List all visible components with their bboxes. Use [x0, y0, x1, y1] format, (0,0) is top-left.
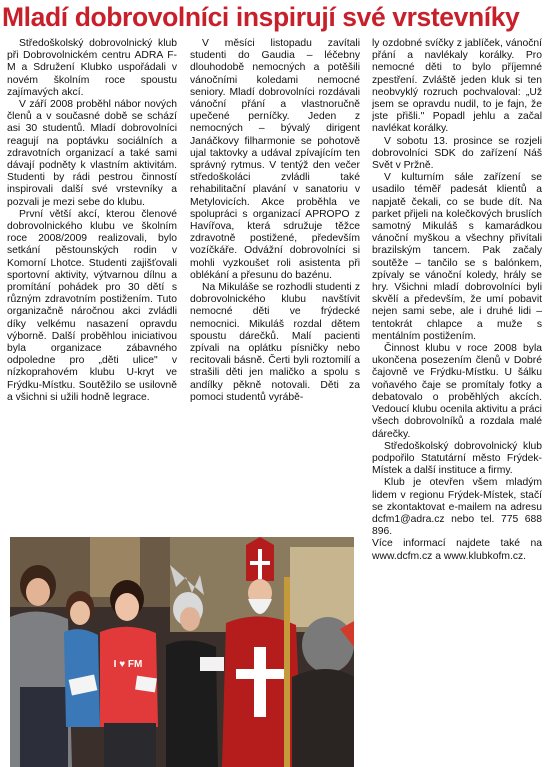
paragraph: V sobotu 13. prosince se rozjeli dobrovolníci SDK do zařízení Náš Svět v Pržně. — [372, 135, 542, 172]
paragraph: Činnost klubu v roce 2008 byla ukončena posezením členů v Dobré čajovně ve Frýdku-Místku. U šálku voňavého čaje se promítaly fotky a debatovalo o proběhlých akcích. Vedoucí klubu ocenila aktivitu a práci všech dobrovolníků a rozdala malé dárečky. — [372, 343, 542, 440]
paragraph: Na Mikuláše se rozhodli studenti z dobrovolnického klubu navštívit nemocné děti ve frýdecké nemocnici. Mikuláš rozdal dětem spoustu dárečků. Malí pacienti zpívali na oplátku písničky nebo recitovali básně. Čerti byli roztomilí a strašili děti jen maličko a spolu s andílky pěkně notovali. Děti za pomoci studentů vyrábě- — [190, 282, 360, 403]
tshirt-print: I ♥ FM — [113, 659, 143, 670]
paragraph: Klub je otevřen všem mladým lidem v regionu Frýdek-Místek, stačí se zkontaktovat e-mailem na adresu dcfm1@adra.cz nebo tel. 775 688 896. — [372, 477, 542, 538]
article-photo — [10, 537, 354, 767]
paragraph: V kulturním sále zařízení se usadilo téměř padesát klientů a napjatě čekali, co se bude dít. Na parket přijeli na kolečkových bruslích samotný Mikuláš s kamarádkou vánoční myškou a všechny přivítali brazilským tancem. Pak začaly soutěže – tančilo se s balónkem, zpívaly se vánoční koledy, hrály se hry. Všichni mladí dobrovolníci byli skvělí a především, že umí pobavit nejen sami sebe, ale i druhé lidi – tentokrát chlapce a muže s mentálním postižením. — [372, 172, 542, 342]
paragraph: V měsíci listopadu zavítali studenti do Gaudia – léčebny dlouhodobě nemocných a potěšili vánočními koledami nemocné seniory. Mladí dobrovolníci rozdávali vánoční přání a vlastnoručně upečené perníčky. Jeden z nemocných – bývalý dirigent Janáčkovy filharmonie se pohotově ujal taktovky a udával zpívajícím ten správný rytmus. V tentýž den večer středoškoláci zvládli také rehabilitační plavání v sanatoriu v Metylovicích. Akce proběhla ve spolupráci s organizací APROPO z Havířova, která sdružuje těžce zdravotně postižené, především vozíčkáře. Odvážní dobrovolníci si mohli vyzkoušet roli asistenta při oblékání a přesunu do bazénu. — [190, 38, 360, 281]
text-column-2 — [190, 38, 360, 534]
paragraph: První větší akcí, kterou členové dobrovolnického klubu ve školním roce 2008/2009 realizovali, bylo setkání pěstounských rodin v Komorní Lhotce. Studenti zajišťovali sportovní aktivity, výtvarnou dílnu a promítání pohádek pro 30 dětí s různým zdravotním postižením. Tuto organizačně náročnou akci zvládli díky velkému nasazení opravdu výborně. Další proběhlou iniciativou byla organizace zábavného odpoledne pro „děti ulice" v nízkoprahovém klubu U-kryt ve Frýdku-Místku. Soutěžilo se usilovně a všichni si užili hodně legrace. — [7, 208, 177, 403]
paragraph: Středoškolský dobrovolnický klub podpořilo Statutární město Frýdek-Místek a další instituce a firmy. — [372, 440, 542, 477]
paragraph: ly ozdobné svíčky z jablíček, vánoční přání a navlékaly korálky. Pro nemocné děti to bylo příjemné zpestření. Zvláště jeden kluk si ten neobvyklý rozruch pochvaloval: „Už jsem se opravdu nudil, to je fajn, že jste přišli." Popadl jehlu a začal navlékat korálky. — [372, 38, 542, 135]
text-column-3 — [372, 38, 542, 767]
contact-info: Více informací najdete také na www.dcfm.cz a www.klubkofm.cz. — [372, 538, 542, 562]
photo-illustration — [10, 537, 354, 767]
paragraph: Středoškolský dobrovolnický klub při Dobrovolnickém centru ADRA F-M a Sdružení Klubko uspořádali v novém školním roce spoustu zajímavých akcí. — [7, 38, 177, 98]
article-headline: Mladí dobrovolníci inspirují své vrstevníky — [2, 2, 520, 32]
paragraph: V září 2008 proběhl nábor nových členů a v současné době se schází asi 30 studentů. Mladí dobrovolníci reagují na poptávku sociálních a zdravotních organizací a také sami dávají podněty k vlastním aktivitám. Studenti by rádi pestrou činností inspirovali další své vrstevníky a pozvali je mezi sebe do klubu. — [7, 99, 177, 208]
